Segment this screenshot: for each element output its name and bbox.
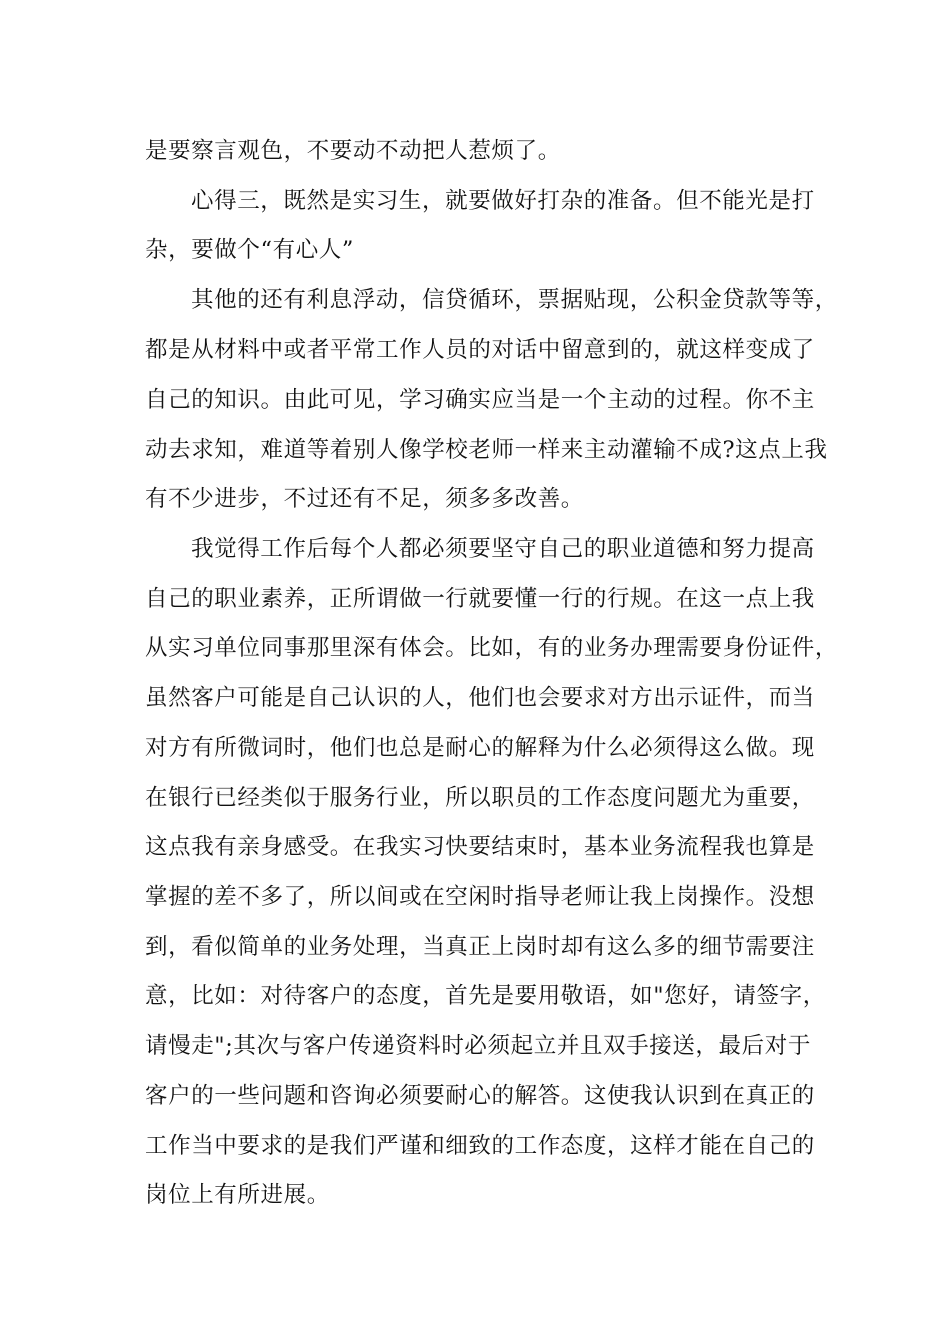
- text-line: 自己的职业素养，正所谓做一行就要懂一行的行规。在这一点上我: [145, 586, 815, 612]
- text-line: 有不少进步，不过还有不足，须多多改善。: [145, 486, 584, 512]
- text-line: 客户的一些问题和咨询必须要耐心的解答。这使我认识到在真正的: [145, 1083, 815, 1109]
- text-line: 岗位上有所进展。: [145, 1182, 330, 1208]
- text-line: 意，比如：对待客户的态度，首先是要用敬语，如"您好，请签字，: [145, 983, 826, 1009]
- text-line: 从实习单位同事那里深有体会。比如，有的业务办理需要身份证件，: [145, 635, 839, 661]
- text-line: 请慢走";其次与客户传递资料时必须起立并且双手接送，最后对于: [145, 1033, 811, 1059]
- text-line: 虽然客户可能是自己认识的人，他们也会要求对方出示证件，而当: [145, 685, 815, 711]
- text-line: 对方有所微词时，他们也总是耐心的解释为什么必须得这么做。现: [145, 735, 815, 761]
- text-line: 到，看似简单的业务处理，当真正上岗时却有这么多的细节需要注: [145, 934, 815, 960]
- text-line: 工作当中要求的是我们严谨和细致的工作态度，这样才能在自己的: [145, 1133, 815, 1159]
- text-line: 杂，要做个“有心人”: [145, 237, 355, 263]
- text-line: 其他的还有利息浮动，信贷循环，票据贴现，公积金贷款等等，: [191, 287, 838, 313]
- text-line: 动去求知，难道等着别人像学校老师一样来主动灌输不成?这点上我: [145, 437, 828, 463]
- text-line: 是要察言观色，不要动不动把人惹烦了。: [145, 138, 561, 164]
- text-line: 心得三，既然是实习生，就要做好打杂的准备。但不能光是打: [191, 188, 815, 214]
- text-line: 在银行已经类似于服务行业，所以职员的工作态度问题尤为重要，: [145, 785, 815, 811]
- text-line: 我觉得工作后每个人都必须要坚守自己的职业道德和努力提高: [191, 536, 815, 562]
- text-line: 这点我有亲身感受。在我实习快要结束时，基本业务流程我也算是: [145, 834, 815, 860]
- text-line: 掌握的差不多了，所以间或在空闲时指导老师让我上岗操作。没想: [145, 884, 815, 910]
- text-line: 自己的知识。由此可见，学习确实应当是一个主动的过程。你不主: [145, 387, 815, 413]
- text-line: 都是从材料中或者平常工作人员的对话中留意到的，就这样变成了: [145, 337, 815, 363]
